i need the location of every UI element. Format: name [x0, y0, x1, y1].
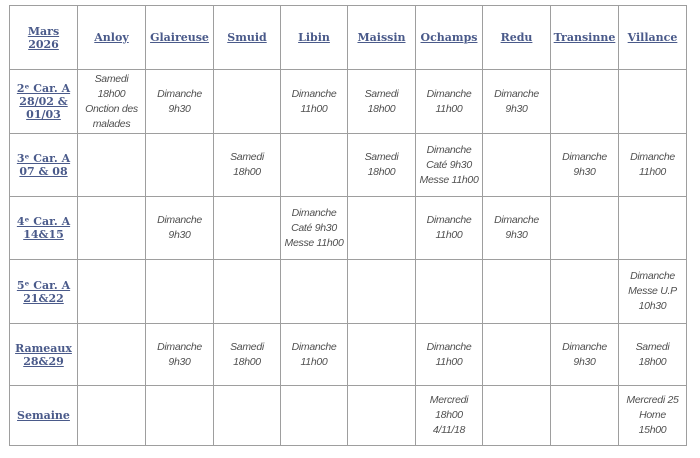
- schedule-cell: Samedi 18h00: [619, 324, 687, 386]
- mass-schedule-table: [9, 5, 687, 446]
- column-header-transinne: Transinne: [551, 6, 619, 70]
- schedule-cell: Samedi 18h00: [214, 324, 281, 386]
- schedule-cell: [416, 260, 483, 324]
- schedule-cell: [214, 70, 281, 134]
- schedule-cell: [78, 197, 146, 260]
- schedule-cell: [146, 134, 214, 197]
- row-header: 2ᵉ Car. A 28/02 & 01/03: [10, 70, 78, 134]
- schedule-cell: [483, 386, 551, 446]
- schedule-cell: Dimanche 11h00: [416, 70, 483, 134]
- schedule-cell: [146, 386, 214, 446]
- schedule-cell: Dimanche 9h30: [146, 324, 214, 386]
- schedule-cell: Samedi 18h00: [214, 134, 281, 197]
- schedule-cell: [483, 324, 551, 386]
- schedule-cell: [78, 324, 146, 386]
- schedule-cell: [281, 134, 348, 197]
- schedule-cell: Dimanche 9h30: [551, 134, 619, 197]
- schedule-row: [10, 386, 687, 446]
- schedule-cell: [551, 197, 619, 260]
- schedule-cell: Dimanche 9h30: [146, 70, 214, 134]
- row-header: Semaine: [10, 386, 78, 446]
- column-header-smuid: Smuid: [214, 6, 281, 70]
- schedule-cell: Dimanche 9h30: [146, 197, 214, 260]
- schedule-cell: [348, 260, 416, 324]
- header-row: [10, 6, 687, 70]
- schedule-cell: Dimanche Caté 9h30 Messe 11h00: [281, 197, 348, 260]
- schedule-cell: Dimanche 11h00: [281, 70, 348, 134]
- schedule-cell: [551, 386, 619, 446]
- schedule-cell: [619, 197, 687, 260]
- corner-month-year: Mars 2026: [10, 6, 78, 70]
- schedule-row: [10, 197, 687, 260]
- column-header-libin: Libin: [281, 6, 348, 70]
- schedule-cell: [551, 260, 619, 324]
- schedule-cell: Mercredi 25 Home 15h00: [619, 386, 687, 446]
- schedule-cell: [214, 260, 281, 324]
- schedule-cell: [214, 386, 281, 446]
- schedule-cell: [78, 386, 146, 446]
- schedule-cell: [348, 386, 416, 446]
- column-header-villance: Villance: [619, 6, 687, 70]
- schedule-cell: Mercredi 18h00 4/11/18: [416, 386, 483, 446]
- schedule-cell: Dimanche 9h30: [551, 324, 619, 386]
- schedule-cell: Dimanche Caté 9h30 Messe 11h00: [416, 134, 483, 197]
- column-header-glaireuse: Glaireuse: [146, 6, 214, 70]
- schedule-cell: Dimanche Messe U.P 10h30: [619, 260, 687, 324]
- schedule-cell: [551, 70, 619, 134]
- schedule-cell: Dimanche 11h00: [416, 197, 483, 260]
- schedule-cell: [483, 260, 551, 324]
- schedule-row: [10, 134, 687, 197]
- schedule-cell: Dimanche 9h30: [483, 70, 551, 134]
- column-header-redu: Redu: [483, 6, 551, 70]
- schedule-cell: Dimanche 11h00: [281, 324, 348, 386]
- schedule-cell: [483, 134, 551, 197]
- row-header: 4ᵉ Car. A 14&15: [10, 197, 78, 260]
- schedule-cell: [348, 324, 416, 386]
- schedule-cell: Dimanche 9h30: [483, 197, 551, 260]
- schedule-cell: [281, 260, 348, 324]
- schedule-cell: [78, 260, 146, 324]
- schedule-cell: Samedi 18h00: [348, 134, 416, 197]
- schedule-cell: [78, 134, 146, 197]
- row-header: 5ᵉ Car. A 21&22: [10, 260, 78, 324]
- schedule-cell: [146, 260, 214, 324]
- column-header-anloy: Anloy: [78, 6, 146, 70]
- schedule-row: [10, 324, 687, 386]
- schedule-cell: Samedi 18h00 Onction des malades: [78, 70, 146, 134]
- column-header-ochamps: Ochamps: [416, 6, 483, 70]
- schedule-cell: [619, 70, 687, 134]
- column-header-maissin: Maissin: [348, 6, 416, 70]
- schedule-row: [10, 260, 687, 324]
- schedule-cell: Samedi 18h00: [348, 70, 416, 134]
- row-header: 3ᵉ Car. A 07 & 08: [10, 134, 78, 197]
- schedule-cell: Dimanche 11h00: [416, 324, 483, 386]
- schedule-row: [10, 70, 687, 134]
- schedule-cell: [348, 197, 416, 260]
- schedule-cell: [214, 197, 281, 260]
- row-header: Rameaux 28&29: [10, 324, 78, 386]
- schedule-cell: Dimanche 11h00: [619, 134, 687, 197]
- schedule-cell: [281, 386, 348, 446]
